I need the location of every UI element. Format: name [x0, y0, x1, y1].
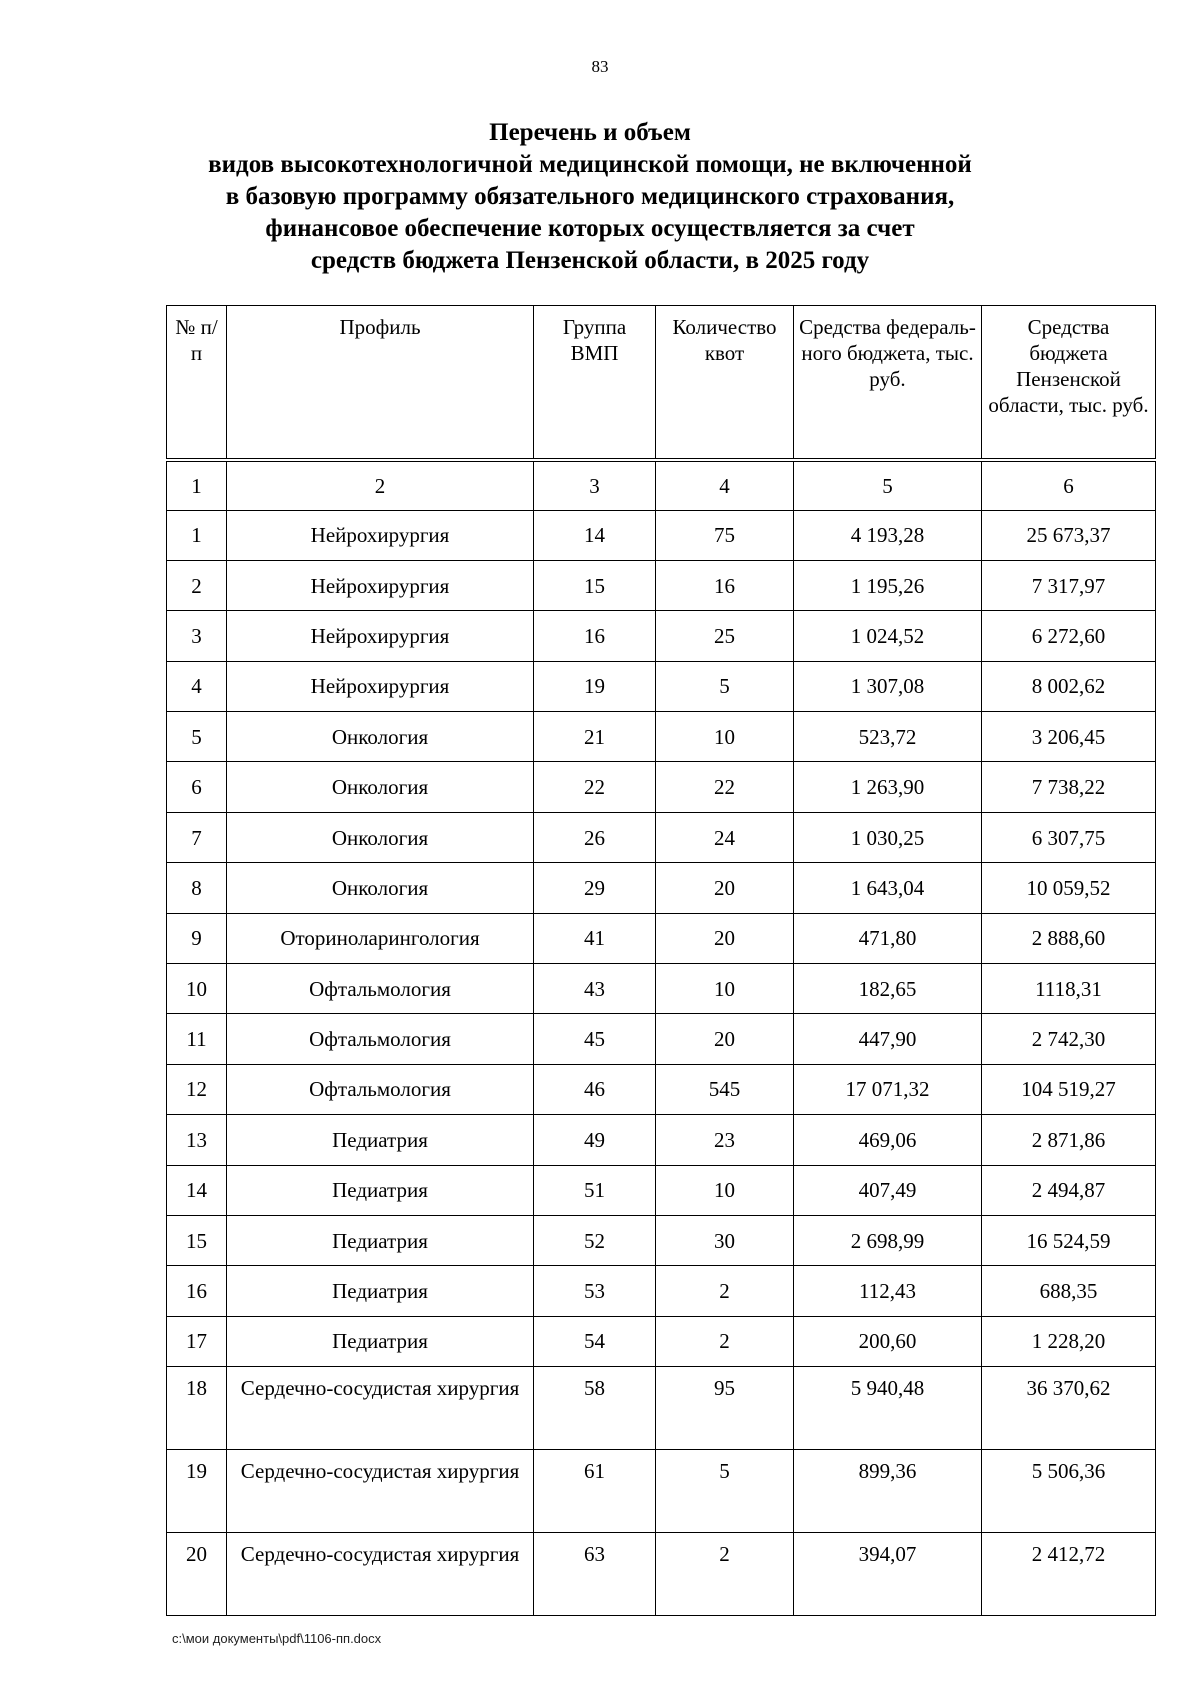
- cell-quota-count: 2: [656, 1533, 794, 1616]
- cell-profile: Сердечно-сосудистая хирургия: [227, 1450, 534, 1533]
- cell-profile: Нейрохирургия: [227, 510, 534, 560]
- table-row: [167, 1316, 1156, 1366]
- header-regional-budget: Средства бюджета Пензенской области, тыс. руб.: [982, 306, 1156, 460]
- column-number: 3: [534, 460, 656, 511]
- cell-regional-budget: 2 412,72: [982, 1533, 1156, 1616]
- cell-number: 9: [167, 913, 227, 963]
- cell-profile: Педиатрия: [227, 1215, 534, 1265]
- page-number: 83: [591, 57, 609, 76]
- cell-regional-budget: 25 673,37: [982, 510, 1156, 560]
- column-number: 6: [982, 460, 1156, 511]
- cell-federal-budget: 1 195,26: [794, 560, 982, 610]
- cell-quota-count: 20: [656, 1014, 794, 1064]
- cell-vmp-group: 16: [534, 611, 656, 661]
- cell-federal-budget: 5 940,48: [794, 1367, 982, 1450]
- cell-profile: Нейрохирургия: [227, 560, 534, 610]
- cell-number: 19: [167, 1450, 227, 1533]
- header-profile: Профиль: [227, 306, 534, 460]
- cell-profile: Онкология: [227, 712, 534, 762]
- cell-number: 3: [167, 611, 227, 661]
- cell-regional-budget: 3 206,45: [982, 712, 1156, 762]
- cell-quota-count: 25: [656, 611, 794, 661]
- cell-number: 5: [167, 712, 227, 762]
- cell-profile: Онкология: [227, 863, 534, 913]
- cell-federal-budget: 2 698,99: [794, 1215, 982, 1265]
- cell-vmp-group: 26: [534, 812, 656, 862]
- cell-vmp-group: 46: [534, 1064, 656, 1114]
- cell-vmp-group: 58: [534, 1367, 656, 1450]
- cell-quota-count: 95: [656, 1367, 794, 1450]
- header-federal-budget: Средства федераль-ного бюджета, тыс. руб.: [794, 306, 982, 460]
- cell-federal-budget: 407,49: [794, 1165, 982, 1215]
- cell-federal-budget: 1 307,08: [794, 661, 982, 711]
- document-title: [160, 117, 1020, 277]
- header-quota-count: Количество квот: [656, 306, 794, 460]
- cell-quota-count: 75: [656, 510, 794, 560]
- table-row: [167, 1165, 1156, 1215]
- cell-profile: Педиатрия: [227, 1165, 534, 1215]
- cell-vmp-group: 14: [534, 510, 656, 560]
- cell-vmp-group: 45: [534, 1014, 656, 1064]
- cell-regional-budget: 36 370,62: [982, 1367, 1156, 1450]
- table-row: [167, 1450, 1156, 1533]
- cell-number: 18: [167, 1367, 227, 1450]
- cell-regional-budget: 8 002,62: [982, 661, 1156, 711]
- cell-regional-budget: 10 059,52: [982, 863, 1156, 913]
- table-row: [167, 1215, 1156, 1265]
- cell-vmp-group: 21: [534, 712, 656, 762]
- cell-quota-count: 10: [656, 964, 794, 1014]
- cell-vmp-group: 53: [534, 1266, 656, 1316]
- cell-vmp-group: 52: [534, 1215, 656, 1265]
- cell-federal-budget: 4 193,28: [794, 510, 982, 560]
- cell-vmp-group: 49: [534, 1115, 656, 1165]
- cell-profile: Офтальмология: [227, 964, 534, 1014]
- table-row: [167, 1266, 1156, 1316]
- cell-profile: Педиатрия: [227, 1266, 534, 1316]
- column-number: 1: [167, 460, 227, 511]
- cell-profile: Онкология: [227, 812, 534, 862]
- column-number-row: [167, 460, 1156, 511]
- cell-vmp-group: 63: [534, 1533, 656, 1616]
- table-header-row: [167, 306, 1156, 460]
- cell-regional-budget: 7 738,22: [982, 762, 1156, 812]
- cell-quota-count: 2: [656, 1316, 794, 1366]
- cell-vmp-group: 43: [534, 964, 656, 1014]
- cell-quota-count: 24: [656, 812, 794, 862]
- table-row: [167, 1533, 1156, 1616]
- cell-federal-budget: 200,60: [794, 1316, 982, 1366]
- table-row: [167, 661, 1156, 711]
- cell-profile: Нейрохирургия: [227, 611, 534, 661]
- vmp-table: [166, 305, 1156, 1616]
- cell-number: 15: [167, 1215, 227, 1265]
- cell-regional-budget: 2 742,30: [982, 1014, 1156, 1064]
- cell-regional-budget: 6 272,60: [982, 611, 1156, 661]
- table-row: [167, 560, 1156, 610]
- cell-vmp-group: 22: [534, 762, 656, 812]
- column-number: 5: [794, 460, 982, 511]
- cell-regional-budget: 16 524,59: [982, 1215, 1156, 1265]
- cell-vmp-group: 61: [534, 1450, 656, 1533]
- cell-quota-count: 23: [656, 1115, 794, 1165]
- cell-regional-budget: 7 317,97: [982, 560, 1156, 610]
- table-row: [167, 611, 1156, 661]
- cell-federal-budget: 1 643,04: [794, 863, 982, 913]
- cell-federal-budget: 182,65: [794, 964, 982, 1014]
- cell-number: 14: [167, 1165, 227, 1215]
- cell-federal-budget: 394,07: [794, 1533, 982, 1616]
- cell-vmp-group: 41: [534, 913, 656, 963]
- cell-number: 17: [167, 1316, 227, 1366]
- title-line: видов высокотехнологичной медицинской помощи, не включенной: [208, 151, 972, 178]
- cell-profile: Сердечно-сосудистая хирургия: [227, 1367, 534, 1450]
- title-line: средств бюджета Пензенской области, в 2025 году: [310, 247, 870, 274]
- cell-number: 4: [167, 661, 227, 711]
- cell-vmp-group: 15: [534, 560, 656, 610]
- cell-number: 16: [167, 1266, 227, 1316]
- cell-profile: Онкология: [227, 762, 534, 812]
- table-row: [167, 1014, 1156, 1064]
- cell-quota-count: 10: [656, 712, 794, 762]
- cell-quota-count: 2: [656, 1266, 794, 1316]
- cell-number: 2: [167, 560, 227, 610]
- cell-federal-budget: 17 071,32: [794, 1064, 982, 1114]
- file-path-footer: c:\мои документы\pdf\1106-пп.docx: [172, 1631, 382, 1646]
- table-row: [167, 1367, 1156, 1450]
- cell-regional-budget: 1 228,20: [982, 1316, 1156, 1366]
- cell-number: 10: [167, 964, 227, 1014]
- cell-regional-budget: 2 494,87: [982, 1165, 1156, 1215]
- cell-number: 13: [167, 1115, 227, 1165]
- cell-profile: Офтальмология: [227, 1064, 534, 1114]
- cell-profile: Офтальмология: [227, 1014, 534, 1064]
- header-number: № п/п: [167, 306, 227, 460]
- cell-vmp-group: 54: [534, 1316, 656, 1366]
- cell-regional-budget: 104 519,27: [982, 1064, 1156, 1114]
- table-row: [167, 510, 1156, 560]
- cell-vmp-group: 51: [534, 1165, 656, 1215]
- cell-quota-count: 5: [656, 661, 794, 711]
- cell-number: 8: [167, 863, 227, 913]
- cell-quota-count: 545: [656, 1064, 794, 1114]
- cell-quota-count: 10: [656, 1165, 794, 1215]
- cell-federal-budget: 1 024,52: [794, 611, 982, 661]
- cell-profile: Оториноларингология: [227, 913, 534, 963]
- table-row: [167, 913, 1156, 963]
- column-number: 2: [227, 460, 534, 511]
- cell-federal-budget: 447,90: [794, 1014, 982, 1064]
- table-row: [167, 712, 1156, 762]
- table-row: [167, 1115, 1156, 1165]
- cell-federal-budget: 523,72: [794, 712, 982, 762]
- cell-federal-budget: 1 263,90: [794, 762, 982, 812]
- cell-quota-count: 30: [656, 1215, 794, 1265]
- cell-number: 7: [167, 812, 227, 862]
- cell-number: 11: [167, 1014, 227, 1064]
- cell-quota-count: 22: [656, 762, 794, 812]
- cell-quota-count: 16: [656, 560, 794, 610]
- cell-number: 6: [167, 762, 227, 812]
- cell-regional-budget: 2 871,86: [982, 1115, 1156, 1165]
- table-row: [167, 964, 1156, 1014]
- cell-quota-count: 20: [656, 913, 794, 963]
- title-line: финансовое обеспечение которых осуществляется за счет: [265, 215, 915, 242]
- cell-profile: Педиатрия: [227, 1115, 534, 1165]
- cell-regional-budget: 6 307,75: [982, 812, 1156, 862]
- cell-number: 1: [167, 510, 227, 560]
- table-row: [167, 762, 1156, 812]
- table-row: [167, 863, 1156, 913]
- table-row: [167, 812, 1156, 862]
- cell-regional-budget: 2 888,60: [982, 913, 1156, 963]
- cell-federal-budget: 112,43: [794, 1266, 982, 1316]
- cell-federal-budget: 471,80: [794, 913, 982, 963]
- cell-vmp-group: 29: [534, 863, 656, 913]
- cell-number: 12: [167, 1064, 227, 1114]
- cell-number: 20: [167, 1533, 227, 1616]
- cell-federal-budget: 1 030,25: [794, 812, 982, 862]
- title-line: в базовую программу обязательного медицинского страхования,: [225, 183, 955, 210]
- header-vmp-group: Группа ВМП: [534, 306, 656, 460]
- title-line: Перечень и объем: [489, 119, 691, 146]
- cell-profile: Нейрохирургия: [227, 661, 534, 711]
- cell-quota-count: 5: [656, 1450, 794, 1533]
- table-row: [167, 1064, 1156, 1114]
- cell-regional-budget: 5 506,36: [982, 1450, 1156, 1533]
- cell-profile: Сердечно-сосудистая хирургия: [227, 1533, 534, 1616]
- cell-profile: Педиатрия: [227, 1316, 534, 1366]
- cell-federal-budget: 469,06: [794, 1115, 982, 1165]
- column-number: 4: [656, 460, 794, 511]
- cell-regional-budget: 688,35: [982, 1266, 1156, 1316]
- cell-regional-budget: 1118,31: [982, 964, 1156, 1014]
- cell-federal-budget: 899,36: [794, 1450, 982, 1533]
- cell-vmp-group: 19: [534, 661, 656, 711]
- cell-quota-count: 20: [656, 863, 794, 913]
